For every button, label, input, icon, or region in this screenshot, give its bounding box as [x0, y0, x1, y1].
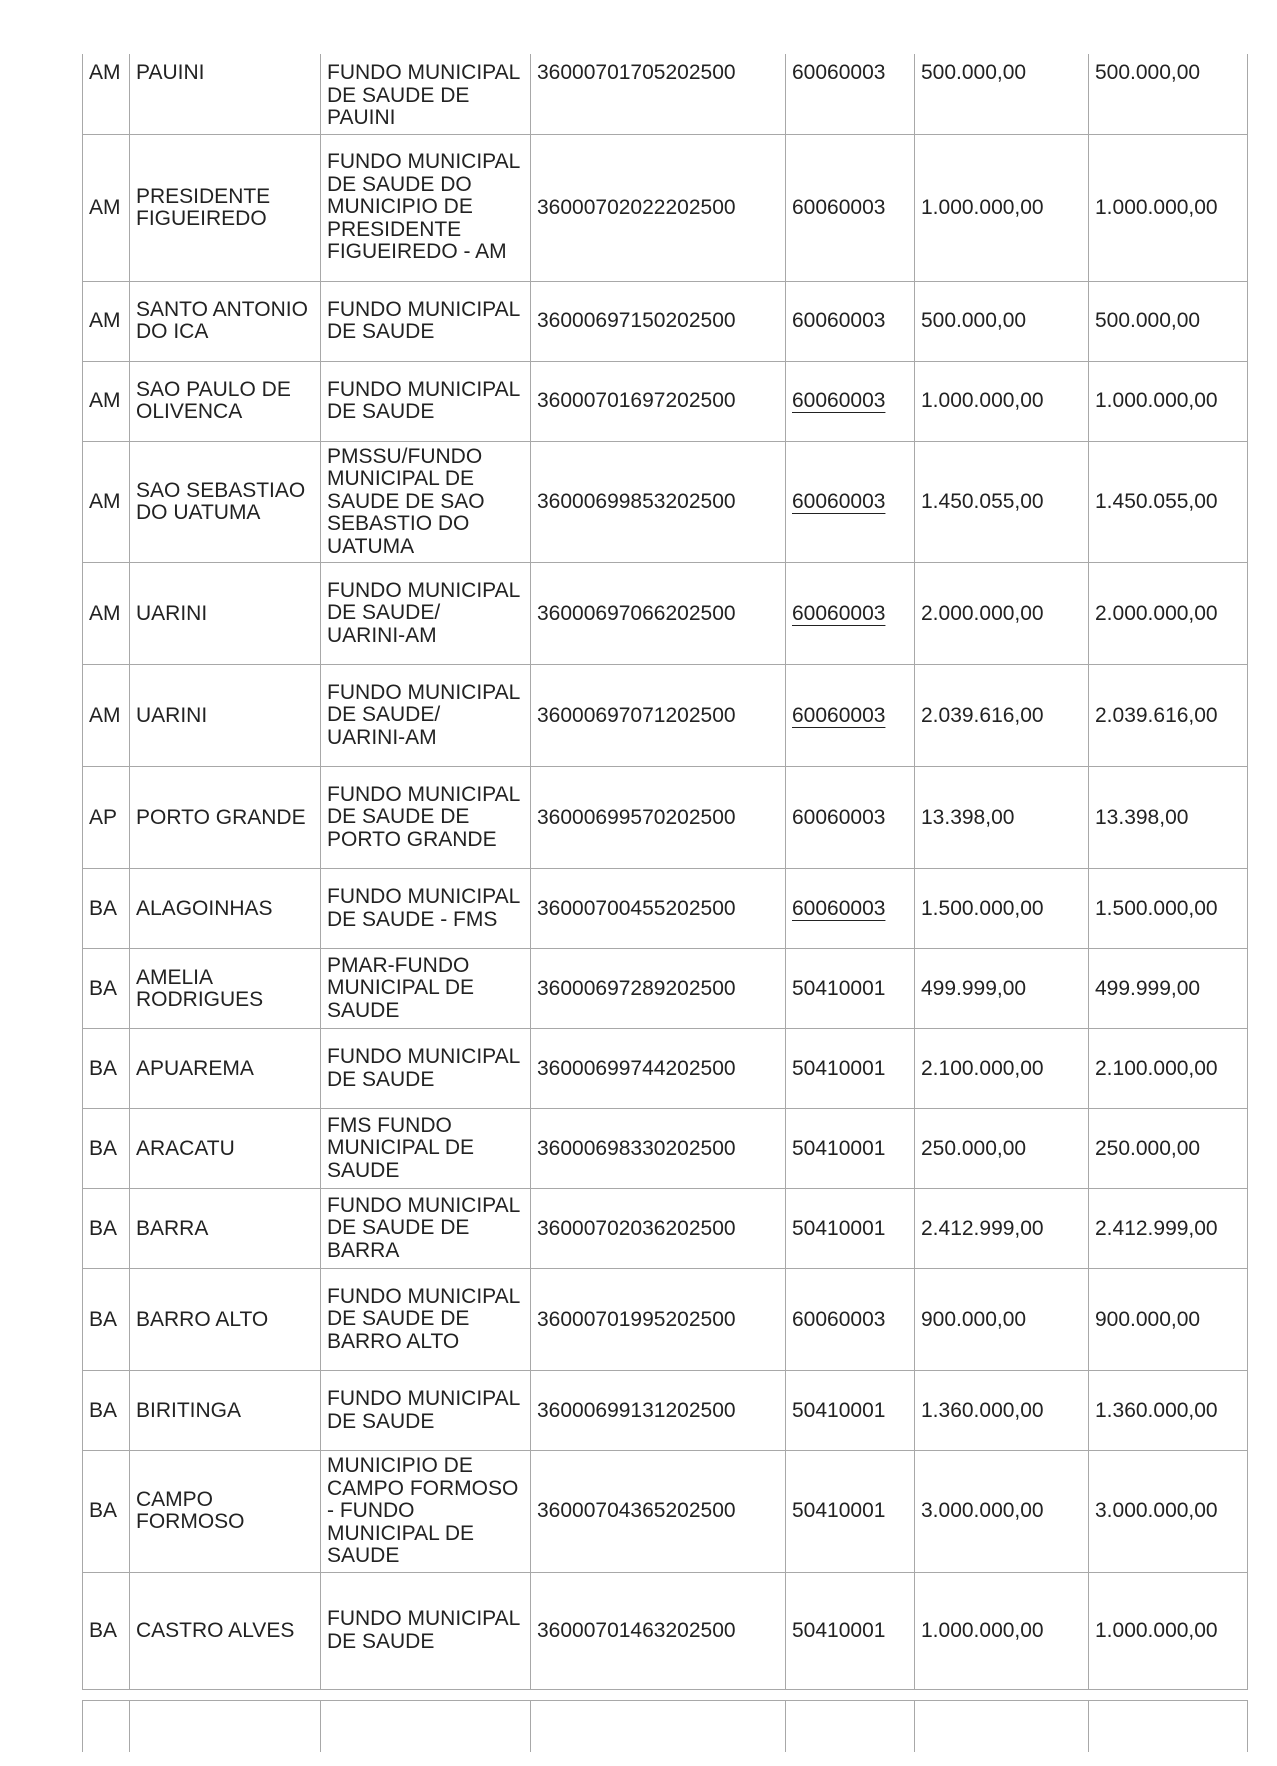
cell-valor-pago-text: 3.000.000,00: [1095, 1499, 1218, 1523]
cell-municipio-text: ALAGOINHAS: [136, 896, 273, 920]
cell-uf-text: BA: [89, 1398, 118, 1422]
cell-proposta: [531, 54, 786, 134]
cell-valor-pago-text: 13.398,00: [1095, 805, 1189, 829]
cell-valor: [915, 665, 1089, 767]
cell-valor-pago: [1089, 1572, 1248, 1689]
cell-uf-text: BA: [89, 1216, 118, 1240]
cell-proposta-text: 36000697071202500: [537, 703, 736, 727]
cell-valor-pago: [1089, 281, 1248, 361]
cell-valor-pago: [1089, 1109, 1248, 1189]
table-body: [83, 54, 1248, 1689]
cell-acao: [786, 1269, 915, 1371]
cell-entidade-text: FUNDO MUNICIPAL DE SAUDE DO MUNICIPIO DE PRESIDENTE FIGUEIREDO - AM: [327, 150, 520, 264]
cell-valor: [915, 134, 1089, 281]
cell-acao-text: 50410001: [792, 976, 886, 1000]
cell-entidade: [321, 1189, 531, 1269]
cell-municipio-text: UARINI: [136, 601, 208, 625]
cell-acao: [786, 767, 915, 869]
cell-entidade-text: FUNDO MUNICIPAL DE SAUDE DE BARRO ALTO: [327, 1284, 520, 1353]
cell-proposta: [531, 441, 786, 563]
cell-proposta-text: 36000697150202500: [537, 309, 736, 332]
cell-municipio: [130, 1371, 321, 1451]
cell-valor-text: 13.398,00: [921, 805, 1015, 829]
cell-proposta: [531, 767, 786, 869]
cell-entidade: [321, 1572, 531, 1689]
cell-acao: [786, 1189, 915, 1269]
cell-municipio: [130, 54, 321, 134]
cell-acao: [786, 1109, 915, 1189]
cell-uf: [83, 1371, 130, 1451]
cell-municipio-text: BARRA: [136, 1216, 209, 1240]
cell-acao: [786, 441, 915, 563]
cell-valor-text: 1.450.055,00: [921, 489, 1044, 513]
cell-uf: [83, 281, 130, 361]
cell-acao-text: 60060003: [792, 1307, 886, 1331]
table-row: [83, 1269, 1248, 1371]
cell-valor-text: 1.360.000,00: [921, 1398, 1044, 1422]
table-row: [83, 361, 1248, 441]
cell-uf: [83, 361, 130, 441]
cell-valor: [915, 869, 1089, 949]
cell-valor: [915, 441, 1089, 563]
cell-valor-text: 500.000,00: [921, 309, 1027, 332]
cell-municipio-text: SAO PAULO DE OLIVENCA: [136, 378, 291, 423]
cell-valor: [915, 1029, 1089, 1109]
cell-uf: [83, 441, 130, 563]
cell-valor-pago: [1089, 563, 1248, 665]
cell-uf: [83, 563, 130, 665]
cell-municipio: [130, 1029, 321, 1109]
cell-municipio: [130, 949, 321, 1029]
cell-valor-pago: [1089, 1189, 1248, 1269]
cell-valor-text: 250.000,00: [921, 1136, 1027, 1160]
cell-entidade: [321, 563, 531, 665]
cell-proposta-text: 36000701697202500: [537, 389, 736, 412]
cell-municipio-text: CAMPO FORMOSO: [136, 1488, 245, 1534]
cell-acao-text: 50410001: [792, 1398, 886, 1422]
cell-valor-text: 1.000.000,00: [921, 389, 1044, 412]
cell-valor-text: 2.412.999,00: [921, 1216, 1044, 1240]
cell-acao: [786, 54, 915, 134]
cell-proposta: [531, 665, 786, 767]
cell-valor-pago-text: 2.039.616,00: [1095, 703, 1218, 727]
cell-proposta-text: 36000699131202500: [537, 1398, 736, 1422]
cell-entidade-text: FUNDO MUNICIPAL DE SAUDE: [327, 1387, 520, 1433]
cell-acao-text: 60060003: [792, 61, 886, 84]
table-row: [83, 281, 1248, 361]
cell-entidade-text: FUNDO MUNICIPAL DE SAUDE - FMS: [327, 885, 520, 931]
acao-link[interactable]: 60060003: [792, 703, 886, 727]
cell-entidade: [321, 665, 531, 767]
cell-valor: [915, 1189, 1089, 1269]
cell-entidade: [321, 1269, 531, 1371]
cell-acao: [786, 1371, 915, 1451]
cell-proposta: [531, 1371, 786, 1451]
cell-uf-text: AP: [89, 805, 118, 829]
cell-municipio-text: CASTRO ALVES: [136, 1618, 295, 1642]
cell-valor: [915, 1371, 1089, 1451]
cell-entidade-text: PMSSU/FUNDO MUNICIPAL DE SAUDE DE SAO SEBASTIO DO UATUMA: [327, 444, 485, 558]
cell-municipio: [130, 1572, 321, 1689]
cell-entidade: [321, 441, 531, 563]
cell-municipio: [130, 869, 321, 949]
cell-valor: [915, 1109, 1089, 1189]
cell-proposta: [531, 1189, 786, 1269]
cell-uf-text: AM: [89, 489, 121, 513]
cell-acao-text: 50410001: [792, 1056, 886, 1080]
table-row: [83, 134, 1248, 281]
cell-valor: [915, 54, 1089, 134]
cell-valor-pago-text: 1.500.000,00: [1095, 896, 1218, 920]
cell-acao: [786, 1572, 915, 1689]
cell-valor-text: 500.000,00: [921, 61, 1027, 84]
acao-link[interactable]: 60060003: [792, 489, 886, 513]
acao-link[interactable]: 60060003: [792, 389, 886, 412]
cell-municipio: [130, 1451, 321, 1573]
cell-proposta-text: 36000701705202500: [537, 61, 736, 84]
cell-valor-pago: [1089, 441, 1248, 563]
cell-acao-text: 60060003: [792, 805, 886, 829]
cell-municipio: [130, 563, 321, 665]
cell-entidade: [321, 134, 531, 281]
cell-uf: [83, 1451, 130, 1573]
table-row: [83, 949, 1248, 1029]
cell-valor: [915, 1572, 1089, 1689]
cell-proposta-text: 36000698330202500: [537, 1136, 736, 1160]
cell-valor: [915, 949, 1089, 1029]
cell-entidade-text: FUNDO MUNICIPAL DE SAUDE: [327, 297, 520, 343]
cell-valor: [915, 361, 1089, 441]
cell-proposta-text: 36000699570202500: [537, 805, 736, 829]
table-row: [83, 54, 1248, 134]
table-row: [83, 1029, 1248, 1109]
cell-municipio-text: PRESIDENTE FIGUEIREDO: [136, 184, 271, 230]
cell-uf: [83, 1269, 130, 1371]
cell-acao: [786, 1451, 915, 1573]
table-row: [83, 1572, 1248, 1689]
cell-acao-text: 60060003: [792, 309, 886, 332]
cell-uf: [83, 54, 130, 134]
cell-valor-text: 1.000.000,00: [921, 1618, 1044, 1642]
cell-valor-pago: [1089, 767, 1248, 869]
cell-uf-text: BA: [89, 896, 118, 920]
cell-entidade: [321, 361, 531, 441]
cell-valor-text: 499.999,00: [921, 976, 1027, 1000]
cell-uf-text: AM: [89, 61, 121, 84]
cell-municipio: [130, 281, 321, 361]
cell-uf-text: AM: [89, 389, 121, 412]
cell-valor-pago-text: 500.000,00: [1095, 61, 1201, 84]
cell-valor: [915, 281, 1089, 361]
cell-municipio-text: PAUINI: [136, 61, 205, 84]
cell-municipio: [130, 361, 321, 441]
cell-valor-pago-text: 2.412.999,00: [1095, 1216, 1218, 1240]
cell-municipio: [130, 1269, 321, 1371]
cell-proposta-text: 36000700455202500: [537, 896, 736, 920]
cell-uf-text: BA: [89, 976, 118, 1000]
cell-entidade: [321, 54, 531, 134]
cell-acao: [786, 361, 915, 441]
table-row: [83, 441, 1248, 563]
cell-uf-text: BA: [89, 1307, 118, 1331]
cell-valor-text: 3.000.000,00: [921, 1499, 1044, 1523]
cell-valor-pago-text: 2.100.000,00: [1095, 1056, 1218, 1080]
cell-municipio: [130, 767, 321, 869]
cell-uf-text: AM: [89, 703, 121, 727]
cell-acao-text: 50410001: [792, 1216, 886, 1240]
cell-valor-pago: [1089, 949, 1248, 1029]
cell-municipio: [130, 665, 321, 767]
cell-municipio-text: UARINI: [136, 703, 208, 727]
cell-proposta: [531, 1109, 786, 1189]
cell-valor: [915, 767, 1089, 869]
cell-acao: [786, 134, 915, 281]
cell-uf: [83, 1572, 130, 1689]
transfer-table: [82, 54, 1248, 1690]
cell-valor-pago-text: 1.000.000,00: [1095, 1618, 1218, 1642]
cell-uf-text: AM: [89, 309, 121, 332]
cell-municipio-text: AMELIA RODRIGUES: [136, 965, 264, 1011]
table-row: [83, 1109, 1248, 1189]
cell-uf: [83, 869, 130, 949]
cell-entidade: [321, 1029, 531, 1109]
cell-valor-pago-text: 900.000,00: [1095, 1307, 1201, 1331]
cell-entidade-text: FUNDO MUNICIPAL DE SAUDE: [327, 1045, 520, 1091]
cell-entidade-text: FMS FUNDO MUNICIPAL DE SAUDE: [327, 1113, 475, 1182]
cell-municipio-text: SAO SEBASTIAO DO UATUMA: [136, 478, 306, 524]
cell-proposta: [531, 1572, 786, 1689]
cell-municipio-text: BIRITINGA: [136, 1398, 242, 1422]
cell-entidade: [321, 869, 531, 949]
cell-valor-pago: [1089, 665, 1248, 767]
cell-uf-text: BA: [89, 1618, 118, 1642]
cell-valor-pago: [1089, 1269, 1248, 1371]
cell-valor-pago: [1089, 1451, 1248, 1573]
cell-municipio: [130, 441, 321, 563]
cell-valor: [915, 1451, 1089, 1573]
cell-municipio: [130, 1189, 321, 1269]
cell-valor-pago: [1089, 1029, 1248, 1109]
cell-proposta-text: 36000699853202500: [537, 489, 736, 513]
cell-entidade-text: MUNICIPIO DE CAMPO FORMOSO - FUNDO MUNICIPAL DE SAUDE: [327, 1454, 519, 1567]
cell-proposta-text: 36000697289202500: [537, 976, 736, 1000]
table-row: [83, 1189, 1248, 1269]
cell-valor-pago: [1089, 869, 1248, 949]
cell-entidade-text: FUNDO MUNICIPAL DE SAUDE/ UARINI-AM: [327, 578, 520, 647]
cell-valor-pago-text: 1.360.000,00: [1095, 1398, 1218, 1422]
cell-uf-text: BA: [89, 1056, 118, 1080]
cell-municipio: [130, 1109, 321, 1189]
cell-uf-text: BA: [89, 1136, 118, 1160]
cell-acao-text: 50410001: [792, 1618, 886, 1642]
cell-uf: [83, 767, 130, 869]
table-row: [83, 767, 1248, 869]
cell-valor-text: 900.000,00: [921, 1307, 1027, 1331]
cell-uf: [83, 1029, 130, 1109]
cell-acao: [786, 949, 915, 1029]
cell-acao: [786, 1029, 915, 1109]
cell-proposta: [531, 563, 786, 665]
cell-entidade-text: PMAR-FUNDO MUNICIPAL DE SAUDE: [327, 953, 475, 1022]
cell-proposta-text: 36000702022202500: [537, 195, 736, 219]
cell-valor: [915, 563, 1089, 665]
table-row: [83, 563, 1248, 665]
cell-entidade-text: FUNDO MUNICIPAL DE SAUDE DE BARRA: [327, 1193, 520, 1262]
cell-entidade-text: FUNDO MUNICIPAL DE SAUDE DE PAUINI: [327, 61, 520, 129]
cell-valor-pago-text: 1.450.055,00: [1095, 489, 1218, 513]
cell-uf-text: AM: [89, 601, 121, 625]
cell-valor-text: 2.039.616,00: [921, 703, 1044, 727]
acao-link[interactable]: 60060003: [792, 896, 886, 920]
cell-acao: [786, 665, 915, 767]
cell-proposta-text: 36000701995202500: [537, 1307, 736, 1331]
cell-proposta-text: 36000702036202500: [537, 1216, 736, 1240]
cell-entidade-text: FUNDO MUNICIPAL DE SAUDE: [327, 377, 520, 423]
cell-acao: [786, 563, 915, 665]
cell-entidade: [321, 1109, 531, 1189]
table-row: [83, 665, 1248, 767]
cell-valor-text: 2.000.000,00: [921, 601, 1044, 625]
cell-uf: [83, 949, 130, 1029]
cell-uf: [83, 1109, 130, 1189]
cell-entidade-text: FUNDO MUNICIPAL DE SAUDE/ UARINI-AM: [327, 680, 520, 749]
cell-entidade: [321, 281, 531, 361]
cell-valor-pago: [1089, 1371, 1248, 1451]
cell-uf-text: AM: [89, 195, 121, 219]
cell-valor-text: 1.500.000,00: [921, 896, 1044, 920]
cell-acao-text: 60060003: [792, 195, 886, 219]
cell-uf: [83, 1189, 130, 1269]
cell-valor: [915, 1269, 1089, 1371]
cell-valor-pago-text: 1.000.000,00: [1095, 389, 1218, 412]
cell-entidade: [321, 767, 531, 869]
cell-uf-text: BA: [89, 1499, 118, 1523]
cell-entidade: [321, 949, 531, 1029]
cell-proposta: [531, 134, 786, 281]
cell-proposta: [531, 1451, 786, 1573]
cell-proposta: [531, 869, 786, 949]
cell-proposta-text: 36000701463202500: [537, 1618, 736, 1642]
cell-proposta-text: 36000699744202500: [537, 1056, 736, 1080]
cell-acao-text: 50410001: [792, 1136, 886, 1160]
cell-valor-text: 2.100.000,00: [921, 1056, 1044, 1080]
cell-proposta: [531, 1269, 786, 1371]
cell-municipio: [130, 134, 321, 281]
cell-entidade: [321, 1371, 531, 1451]
cell-proposta-text: 36000704365202500: [537, 1499, 736, 1523]
table-row: [83, 869, 1248, 949]
cell-municipio-text: SANTO ANTONIO DO ICA: [136, 298, 308, 343]
cell-valor-pago-text: 499.999,00: [1095, 976, 1201, 1000]
cell-proposta: [531, 281, 786, 361]
cell-acao-text: 50410001: [792, 1499, 886, 1523]
cell-proposta-text: 36000697066202500: [537, 601, 736, 625]
cell-municipio-text: BARRO ALTO: [136, 1307, 269, 1331]
cell-acao: [786, 281, 915, 361]
cell-proposta: [531, 361, 786, 441]
cell-valor-pago: [1089, 54, 1248, 134]
cell-municipio-text: PORTO GRANDE: [136, 805, 306, 829]
cell-valor-text: 1.000.000,00: [921, 195, 1044, 219]
cell-uf: [83, 134, 130, 281]
cell-valor-pago-text: 500.000,00: [1095, 309, 1201, 332]
cell-entidade: [321, 1451, 531, 1573]
cell-proposta: [531, 1029, 786, 1109]
cell-municipio-text: ARACATU: [136, 1136, 235, 1160]
cell-valor-pago-text: 250.000,00: [1095, 1136, 1201, 1160]
cell-acao: [786, 869, 915, 949]
cell-entidade-text: FUNDO MUNICIPAL DE SAUDE: [327, 1607, 520, 1653]
cell-entidade-text: FUNDO MUNICIPAL DE SAUDE DE PORTO GRANDE: [327, 782, 520, 851]
acao-link[interactable]: 60060003: [792, 601, 886, 625]
cell-valor-pago-text: 1.000.000,00: [1095, 195, 1218, 219]
table-row: [83, 1371, 1248, 1451]
table-row: [83, 1451, 1248, 1573]
cell-valor-pago: [1089, 361, 1248, 441]
cell-uf: [83, 665, 130, 767]
cell-proposta: [531, 949, 786, 1029]
cell-municipio-text: APUAREMA: [136, 1056, 254, 1080]
cell-valor-pago: [1089, 134, 1248, 281]
cell-valor-pago-text: 2.000.000,00: [1095, 601, 1218, 625]
